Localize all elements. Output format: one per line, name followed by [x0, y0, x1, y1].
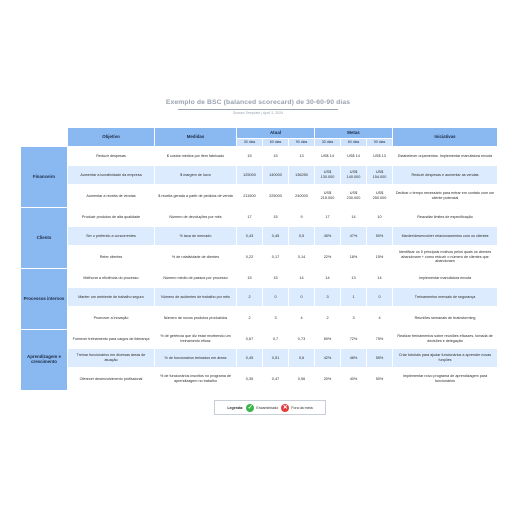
current-value-cell: 15: [263, 269, 289, 288]
legend-item-ok: [246, 404, 278, 412]
subheader-current-30: 30 dias: [237, 139, 263, 147]
current-value-cell: 15: [263, 147, 289, 166]
header-objective: Objetivo: [68, 128, 155, 147]
target-value-cell: US$ 130.000: [315, 166, 341, 185]
corner-cell: [21, 128, 68, 147]
current-value-cell: 17: [237, 208, 263, 227]
target-value-cell: 1: [341, 288, 367, 307]
target-value-cell: US$ 154.000: [367, 166, 393, 185]
target-value-cell: 4: [367, 307, 393, 330]
measure-cell: $ margem de lucro: [155, 166, 237, 185]
current-value-cell: 0,56: [289, 368, 315, 391]
current-value-cell: 14: [289, 269, 315, 288]
current-value-cell: 136250: [289, 166, 315, 185]
page-title: Exemplo de BSC (balanced scorecard) de 30-60-90 dias: [165, 99, 351, 106]
target-value-cell: 47%: [341, 227, 367, 246]
measure-cell: % de funcionários treinados em áreas: [155, 349, 237, 368]
target-value-cell: 17: [315, 208, 341, 227]
current-value-cell: 2: [237, 307, 263, 330]
initiative-cell: Implementar manufatura enxuta: [393, 269, 498, 288]
target-value-cell: US$ 215.000: [315, 185, 341, 208]
subheader-current-60: 60 dias: [263, 139, 289, 147]
table-row: [21, 349, 498, 368]
target-value-cell: 69%: [315, 330, 341, 349]
table-row: [21, 185, 498, 208]
target-value-cell: 15%: [367, 246, 393, 269]
table-row: [21, 288, 498, 307]
measure-cell: Número médio de passos por processo: [155, 269, 237, 288]
target-value-cell: US$ 230.000: [341, 185, 367, 208]
subheader-target-30: 30 dias: [315, 139, 341, 147]
target-value-cell: US$ 14: [315, 147, 341, 166]
current-value-cell: 9: [289, 208, 315, 227]
objective-cell: Aumentar a lucratividade da empresa: [68, 166, 155, 185]
current-value-cell: 0,35: [237, 368, 263, 391]
current-value-cell: 0,17: [263, 246, 289, 269]
initiative-cell: Reuniões semanais de brainstorming: [393, 307, 498, 330]
x-circle-icon: ✕: [282, 404, 288, 411]
target-value-cell: 55%: [367, 349, 393, 368]
target-value-cell: US$ 250.000: [367, 185, 393, 208]
perspective-label: Financeiro: [21, 147, 68, 208]
measure-cell: Número de devoluções por mês: [155, 208, 237, 227]
table-row: [21, 227, 498, 246]
initiative-cell: Implementar novo programa de aprendizagem para funcionários: [393, 368, 498, 391]
target-value-cell: 2: [315, 307, 341, 330]
current-value-cell: 140000: [263, 166, 289, 185]
objective-cell: Promover a inovação: [68, 307, 155, 330]
legend-bad-label: Fora da meta: [291, 405, 313, 410]
current-value-cell: 13: [289, 147, 315, 166]
legend-ok-label: Encaminhado: [256, 405, 279, 410]
scorecard-body: [21, 147, 498, 391]
table-row: [21, 246, 498, 269]
current-value-cell: 4: [289, 307, 315, 330]
target-value-cell: 48%: [341, 349, 367, 368]
target-value-cell: 18%: [341, 246, 367, 269]
current-value-cell: 3: [263, 307, 289, 330]
initiative-cell: Identificar os 5 principais motivos pelos quais os clientes abandonam + como reduzir o número de clientes que abandonam: [393, 246, 498, 269]
target-value-cell: 72%: [341, 330, 367, 349]
target-value-cell: US$ 140.000: [341, 166, 367, 185]
target-value-cell: 0: [367, 288, 393, 307]
target-value-cell: 14: [341, 208, 367, 227]
current-value-cell: 15: [237, 147, 263, 166]
target-value-cell: 40%: [341, 368, 367, 391]
measure-cell: % de rotatividade de clientes: [155, 246, 237, 269]
target-value-cell: 45%: [315, 227, 341, 246]
initiative-cell: Treinamentos mensais de segurança: [393, 288, 498, 307]
objective-cell: Fornecer treinamento para cargos de liderança: [68, 330, 155, 349]
objective-cell: Manter um ambiente de trabalho seguro: [68, 288, 155, 307]
target-value-cell: 13: [341, 269, 367, 288]
current-value-cell: 15: [263, 208, 289, 227]
current-value-cell: 0,5: [289, 227, 315, 246]
objective-cell: Ser o preferido a concorrentes: [68, 227, 155, 246]
legend-label: Legenda:: [227, 405, 244, 410]
measure-cell: % de gerência que diz estar recebendo um treinamento eficaz: [155, 330, 237, 349]
table-row: [21, 307, 498, 330]
initiative-cell: Reavaliar limites de especificação: [393, 208, 498, 227]
current-value-cell: 0: [263, 288, 289, 307]
target-value-cell: 14: [367, 269, 393, 288]
objective-cell: Produzir produtos de alta qualidade: [68, 208, 155, 227]
table-row: [21, 368, 498, 391]
target-value-cell: 22%: [315, 246, 341, 269]
objective-cell: Reduzir despesas: [68, 147, 155, 166]
target-value-cell: 3: [341, 307, 367, 330]
current-value-cell: 0: [289, 288, 315, 307]
initiative-cell: Dedicar o tempo necessário para entrar em contato com um cliente potencial: [393, 185, 498, 208]
header-current: Atual: [237, 128, 315, 139]
page-subtitle: Sussex Template | April 3, 2024: [232, 111, 284, 115]
target-value-cell: US$ 13: [367, 147, 393, 166]
perspective-label: Clients: [21, 208, 68, 269]
perspective-label: Processos internos: [21, 269, 68, 330]
measure-cell: $ receita gerada a partir de pedidos de venda: [155, 185, 237, 208]
legend: [214, 400, 326, 415]
current-value-cell: 15: [237, 269, 263, 288]
current-value-cell: 0,14: [289, 246, 315, 269]
target-value-cell: 3: [315, 288, 341, 307]
target-value-cell: 42%: [315, 349, 341, 368]
current-value-cell: 0,73: [289, 330, 315, 349]
current-value-cell: 0,22: [237, 246, 263, 269]
table-row: [21, 330, 498, 349]
subheader-target-90: 90 dias: [367, 139, 393, 147]
header-targets: Metas: [315, 128, 393, 139]
current-value-cell: 0,45: [263, 227, 289, 246]
legend-item-bad: [281, 404, 312, 412]
table-row: [21, 166, 498, 185]
measure-cell: % taxa de mercado: [155, 227, 237, 246]
objective-cell: Melhorar a eficiência do processo: [68, 269, 155, 288]
measure-cell: Número de novos produtos produzidos: [155, 307, 237, 330]
current-value-cell: 0,51: [263, 349, 289, 368]
measure-cell: Número de acidentes de trabalho por mês: [155, 288, 237, 307]
current-value-cell: 211500: [237, 185, 263, 208]
measure-cell: % de funcionários inscritos no programa de aprendizagem no trabalho: [155, 368, 237, 391]
target-value-cell: 50%: [367, 227, 393, 246]
perspective-label: Aprendizagem e crescimento: [21, 330, 68, 391]
current-value-cell: 2: [237, 288, 263, 307]
target-value-cell: 14: [315, 269, 341, 288]
objective-cell: Aumentar a receita de vendas: [68, 185, 155, 208]
initiative-cell: Criar tutoriais para ajudar funcionários a aprender novas funções: [393, 349, 498, 368]
objective-cell: Treinar funcionários em diversas áreas de atuação: [68, 349, 155, 368]
initiative-cell: Realizar treinamentos sobre reuniões eficazes, tomada de decisões e delegação: [393, 330, 498, 349]
current-value-cell: 0,45: [237, 349, 263, 368]
current-value-cell: 225000: [263, 185, 289, 208]
subheader-target-60: 60 dias: [341, 139, 367, 147]
subheader-current-90: 90 dias: [289, 139, 315, 147]
current-value-cell: 0,67: [237, 330, 263, 349]
current-value-cell: 0,47: [263, 368, 289, 391]
table-row: [21, 208, 498, 227]
initiative-cell: Estabelecer orçamentos. Implementar manufatura enxuta: [393, 147, 498, 166]
current-value-cell: 0,7: [263, 330, 289, 349]
header-measures: Medidas: [155, 128, 237, 147]
target-value-cell: 50%: [367, 368, 393, 391]
initiative-cell: Manter/desenvolver relacionamentos com os clientes: [393, 227, 498, 246]
current-value-cell: 240000: [289, 185, 315, 208]
measure-cell: $ custos médios por item fabricado: [155, 147, 237, 166]
current-value-cell: 125000: [237, 166, 263, 185]
objective-cell: Reter clientes: [68, 246, 155, 269]
objective-cell: Oferecer desenvolvimento profissional: [68, 368, 155, 391]
initiative-cell: Reduzir despesas e aumentar as vendas: [393, 166, 498, 185]
title-divider: [178, 109, 338, 110]
current-value-cell: 0,43: [237, 227, 263, 246]
scorecard-table: [20, 127, 498, 391]
header-initiatives: Iniciativas: [393, 128, 498, 147]
table-row: [21, 269, 498, 288]
target-value-cell: 20%: [315, 368, 341, 391]
target-value-cell: 10: [367, 208, 393, 227]
target-value-cell: 75%: [367, 330, 393, 349]
current-value-cell: 0,6: [289, 349, 315, 368]
table-row: [21, 147, 498, 166]
target-value-cell: US$ 14: [341, 147, 367, 166]
check-circle-icon: ✓: [247, 404, 253, 411]
